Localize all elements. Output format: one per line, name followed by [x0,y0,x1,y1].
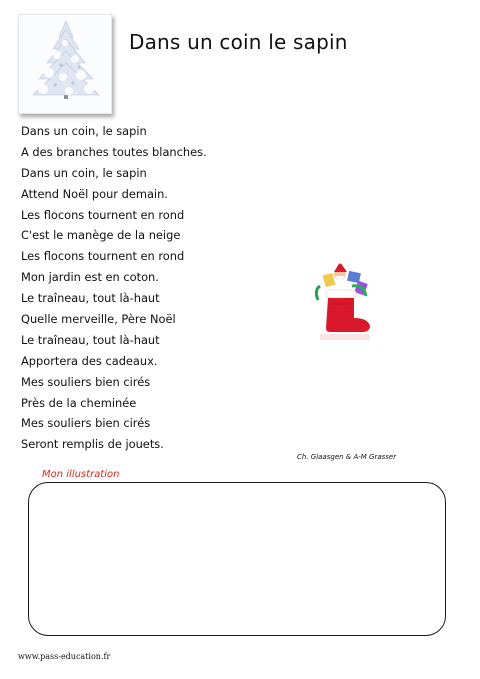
poem-line: Quelle merveille, Père Noël [21,312,176,327]
snowy-tree-image [18,14,112,114]
poem-line: Mes souliers bien cirés [21,374,151,389]
poem-line: Dans un coin, le sapin [21,165,147,180]
poem-line: Le traîneau, tout là-haut [21,332,160,347]
footer-website: www.pass-education.fr [18,652,111,661]
poem-line: C'est le manège de la neige [21,228,181,243]
poem-line: Mon jardin est en coton. [21,270,159,285]
poem-line: Les flocons tournent en rond [21,207,185,222]
poem-line: Attend Noël pour demain. [21,186,168,201]
poem-line: Mes souliers bien cirés [21,416,151,431]
page-title: Dans un coin le sapin [129,30,348,54]
poem-line: Seront remplis de jouets. [21,437,164,452]
poem-line: Dans un coin, le sapin [21,124,147,138]
christmas-boot-image [312,260,374,342]
poem-line: Les flocons tournent en rond [21,249,185,264]
illustration-drawing-area[interactable] [28,482,446,636]
poem-line: Le traîneau, tout là-haut [21,291,160,306]
poem [21,121,207,455]
poem-line: Apportera des cadeaux. [21,353,158,368]
poem-author: Ch. Glaasgen & A-M Grasser [297,453,397,461]
poem-line: Près de la cheminée [21,395,137,410]
illustration-label: Mon illustration [42,469,120,480]
poem-line: A des branches toutes blanches. [21,144,207,159]
